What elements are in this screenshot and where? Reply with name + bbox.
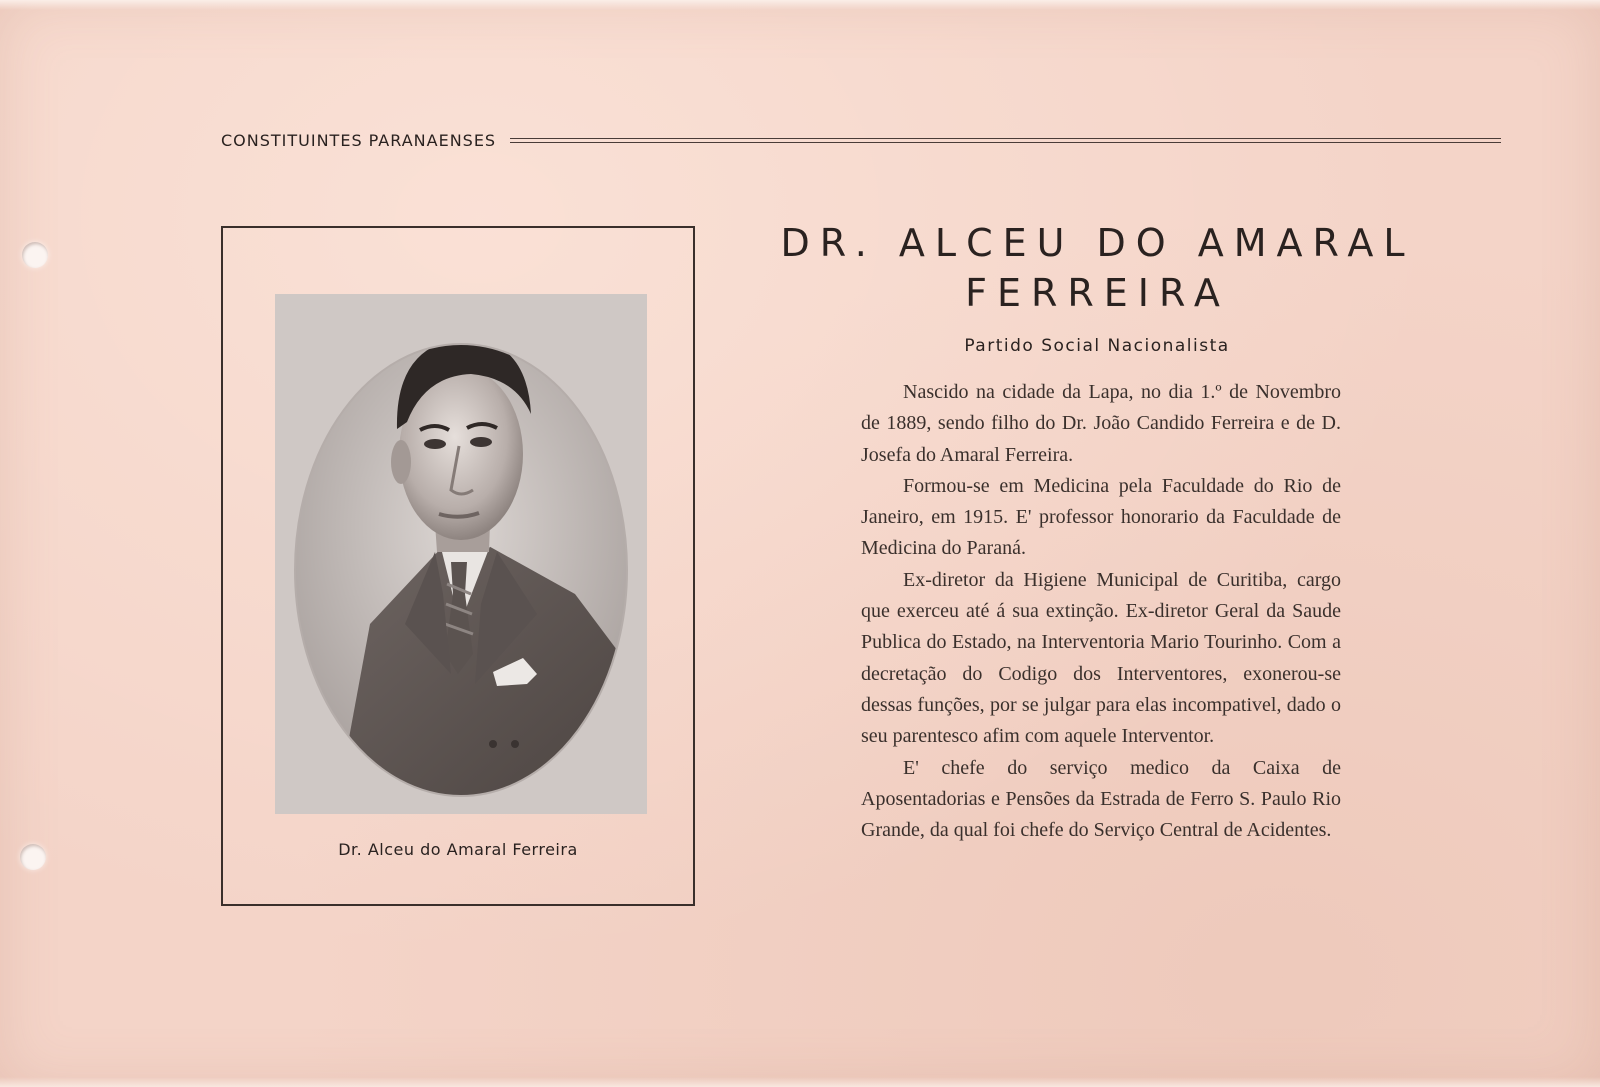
portrait-photo xyxy=(275,294,647,814)
portrait-frame xyxy=(221,226,695,906)
bio-paragraph-4: E' chefe do serviço medico da Caixa de Aposentadorias e Pensões da Estrada de Ferro S. Paulo Rio Grande, da qual foi chefe do Serviço Central de Acidentes. xyxy=(861,756,1341,842)
bio-paragraph-2: Formou-se em Medicina pela Faculdade do Rio de Janeiro, em 1915. E' professor honorario da Faculdade de Medicina do Paraná. xyxy=(861,474,1341,560)
page-bottom-edge xyxy=(0,1077,1600,1087)
bio-title-line-1: DR. ALCEU DO AMARAL xyxy=(780,221,1415,265)
party-name: Partido Social Nacionalista xyxy=(964,336,1230,356)
page-top-edge xyxy=(0,0,1600,10)
punch-hole-top xyxy=(22,242,48,268)
punch-hole-bottom xyxy=(20,844,46,870)
running-head xyxy=(221,128,1501,152)
portrait-caption: Dr. Alceu do Amaral Ferreira xyxy=(338,840,578,859)
bio-title xyxy=(715,218,1480,318)
bio-paragraph-1: Nascido na cidade da Lapa, no dia 1.º de Novembro de 1889, sendo filho do Dr. João Candido Ferreira e de D. Josefa do Amaral Ferreira. xyxy=(861,381,1341,466)
running-head-rule xyxy=(510,138,1501,143)
bio-title-line-2: FERREIRA xyxy=(965,271,1230,315)
portrait-photo-graphic xyxy=(275,294,647,814)
bio-paragraph-3: Ex-diretor da Higiene Municipal de Curitiba, cargo que exerceu até á sua extinção. Ex-diretor Geral da Saude Publica do Estado, na Interventoria Mario Tourinho. Com a decretação do Codigo dos Interventores, exonerou-se dessas funções, por se julgar para elas incompativel, dado o seu parentesco afim com aquele Interventor. xyxy=(861,568,1341,748)
bio-text xyxy=(861,377,1341,846)
running-head-label: CONSTITUINTES PARANAENSES xyxy=(221,130,497,150)
